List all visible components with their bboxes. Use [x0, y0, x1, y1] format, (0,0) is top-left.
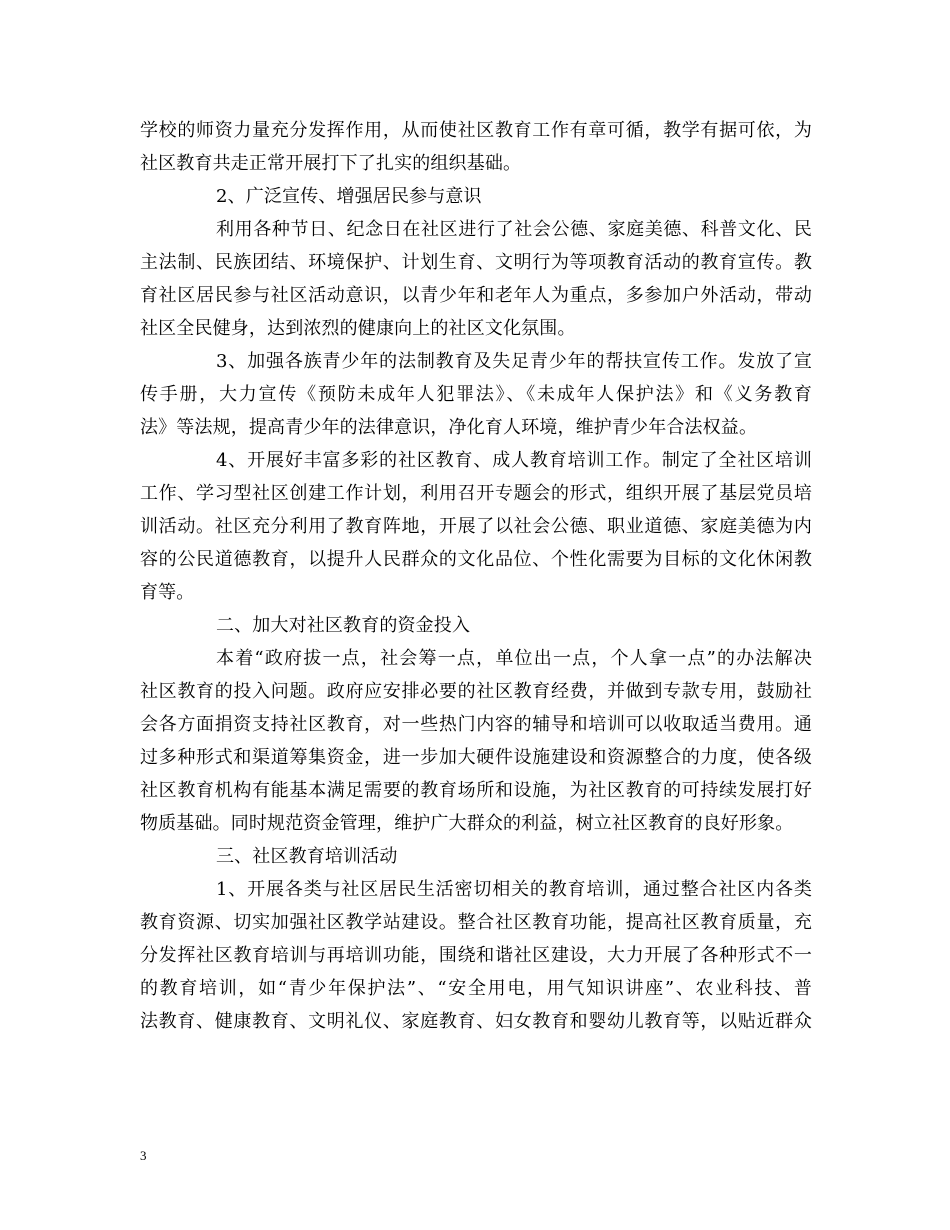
text-line: 本着“政府拔一点，社会筹一点，单位出一点，个人拿一点”的办法解决 — [216, 648, 812, 669]
text-line: 社区教育机构有能基本满足需要的教育场所和设施，为社区教育的可持续发展打好 — [140, 780, 812, 801]
text-line: 育等。 — [140, 582, 195, 603]
text-line: 学校的师资力量充分发挥作用，从而使社区教育工作有章可循，教学有据可依，为 — [140, 120, 812, 141]
text-line: 三、社区教育培训活动 — [216, 846, 398, 867]
text-line: 3、加强各族青少年的法制教育及失足青少年的帮扶宣传工作。发放了宣 — [216, 351, 812, 372]
text-line: 分发挥社区教育培训与再培训功能，围绕和谐社区建设，大力开展了各种形式不一 — [140, 945, 812, 966]
text-line: 法教育、健康教育、文明礼仪、家庭教育、妇女教育和婴幼儿教育等，以贴近群众 — [140, 1011, 812, 1032]
text-line: 社区全民健身，达到浓烈的健康向上的社区文化氛围。 — [140, 318, 576, 339]
text-line: 会各方面捐资支持社区教育，对一些热门内容的辅导和培训可以收取适当费用。通 — [140, 714, 812, 735]
text-line: 4、开展好丰富多彩的社区教育、成人教育培训工作。制定了全社区培训 — [216, 450, 812, 471]
text-line: 传手册，大力宣传《预防未成年人犯罪法》、《未成年人保护法》和《义务教育 — [140, 384, 812, 405]
text-line: 工作、学习型社区创建工作计划，利用召开专题会的形式，组织开展了基层党员培 — [140, 483, 812, 504]
text-line: 二、加大对社区教育的资金投入 — [216, 615, 471, 636]
text-line: 1、开展各类与社区居民生活密切相关的教育培训，通过整合社区内各类 — [216, 879, 812, 900]
text-line: 法》等法规，提高青少年的法律意识，净化育人环境，维护青少年合法权益。 — [140, 417, 758, 438]
document-body — [140, 114, 812, 1038]
page-number: 3 — [140, 1148, 147, 1163]
text-line: 容的公民道德教育，以提升人民群众的文化品位、个性化需要为目标的文化休闲教 — [140, 549, 812, 570]
text-line: 2、广泛宣传、增强居民参与意识 — [216, 186, 482, 207]
text-line: 利用各种节日、纪念日在社区进行了社会公德、家庭美德、科普文化、民 — [216, 219, 812, 240]
text-line: 主法制、民族团结、环境保护、计划生育、文明行为等项教育活动的教育宣传。教 — [140, 252, 812, 273]
text-line: 教育资源、切实加强社区教学站建设。整合社区教育功能，提高社区教育质量，充 — [140, 912, 812, 933]
text-line: 的教育培训，如“青少年保护法”、“安全用电，用气知识讲座”、农业科技、普 — [140, 978, 812, 999]
text-line: 育社区居民参与社区活动意识，以青少年和老年人为重点，多参加户外活动，带动 — [140, 285, 812, 306]
text-line: 社区教育共走正常开展打下了扎实的组织基础。 — [140, 153, 522, 174]
text-line: 过多种形式和渠道筹集资金，进一步加大硬件设施建设和资源整合的力度，使各级 — [140, 747, 812, 768]
text-line: 物质基础。同时规范资金管理，维护广大群众的利益，树立社区教育的良好形象。 — [140, 813, 794, 834]
text-line: 社区教育的投入问题。政府应安排必要的社区教育经费，并做到专款专用，鼓励社 — [140, 681, 812, 702]
text-line: 训活动。社区充分利用了教育阵地，开展了以社会公德、职业道德、家庭美德为内 — [140, 516, 812, 537]
